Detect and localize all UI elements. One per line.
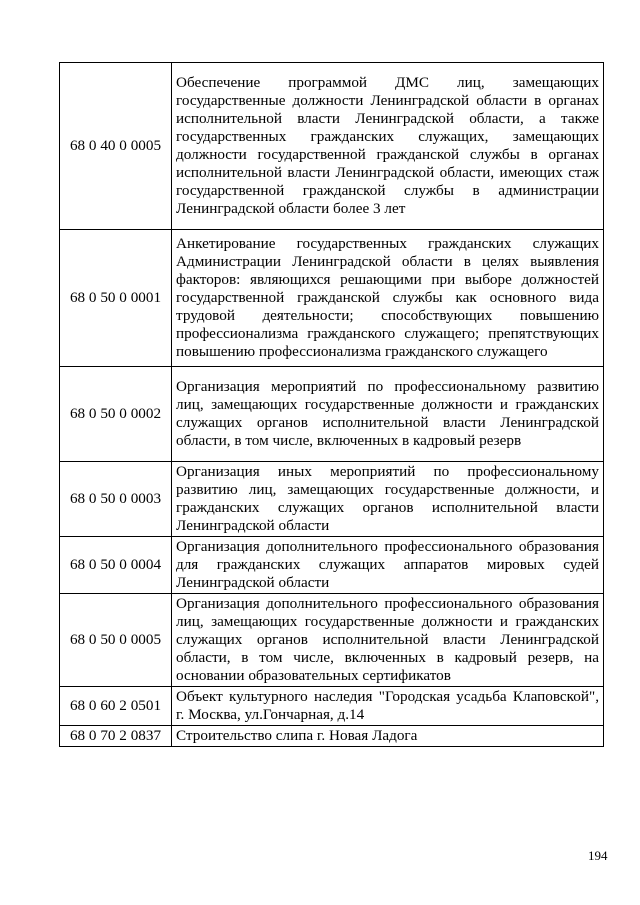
row-code: 68 0 50 0 0005: [60, 594, 172, 687]
row-description: Организация дополнительного профессионального образования для гражданских служащих аппаратов мировых судей Ленинградской области: [172, 537, 604, 594]
row-code: 68 0 40 0 0005: [60, 63, 172, 230]
row-description: Обеспечение программой ДМС лиц, замещающих государственные должности Ленинградской области в органах исполнительной власти Ленинградской области, а также государственных гражданских служащих, замещающих должности государственной гражданской службы в органах исполнительной власти Ленинградской области, имеющих стаж государственной гражданской службы в администрации Ленинградской области более 3 лет: [172, 63, 604, 230]
row-description: Организация мероприятий по профессиональному развитию лиц, замещающих государственные должности и гражданских служащих органов исполнительной власти Ленинградской области, в том числе, включенных в кадровый резерв: [172, 367, 604, 462]
row-code: 68 0 50 0 0002: [60, 367, 172, 462]
table-row: [60, 594, 604, 687]
table-row: [60, 367, 604, 462]
page-number: 194: [588, 848, 608, 863]
row-description: Строительство слипа г. Новая Ладога: [172, 726, 604, 747]
row-description: Организация дополнительного профессионального образования лиц, замещающих государственные должности и гражданских служащих органов исполнительной власти Ленинградской области, в том числе, включенных в кадровый резерв, на основании образовательных сертификатов: [172, 594, 604, 687]
row-description: Объект культурного наследия "Городская усадьба Клаповской", г. Москва, ул.Гончарная, д.14: [172, 687, 604, 726]
table-row: [60, 462, 604, 537]
table-row: [60, 726, 604, 747]
row-code: 68 0 50 0 0004: [60, 537, 172, 594]
row-code: 68 0 50 0 0003: [60, 462, 172, 537]
row-code: 68 0 70 2 0837: [60, 726, 172, 747]
table-row: [60, 537, 604, 594]
table-row: [60, 63, 604, 230]
row-description: Организация иных мероприятий по профессиональному развитию лиц, замещающих государственные должности, и гражданских служащих органов исполнительной власти Ленинградской области: [172, 462, 604, 537]
budget-code-table: [59, 62, 604, 747]
table-row: [60, 230, 604, 367]
row-code: 68 0 60 2 0501: [60, 687, 172, 726]
row-description: Анкетирование государственных гражданских служащих Администрации Ленинградской области в целях выявления факторов: являющихся решающими при выборе должностей государственной гражданской службы как основного вида трудовой деятельности; способствующих повышению профессионализма гражданского служащего; препятствующих повышению профессионализма гражданского служащего: [172, 230, 604, 367]
table-row: [60, 687, 604, 726]
row-code: 68 0 50 0 0001: [60, 230, 172, 367]
